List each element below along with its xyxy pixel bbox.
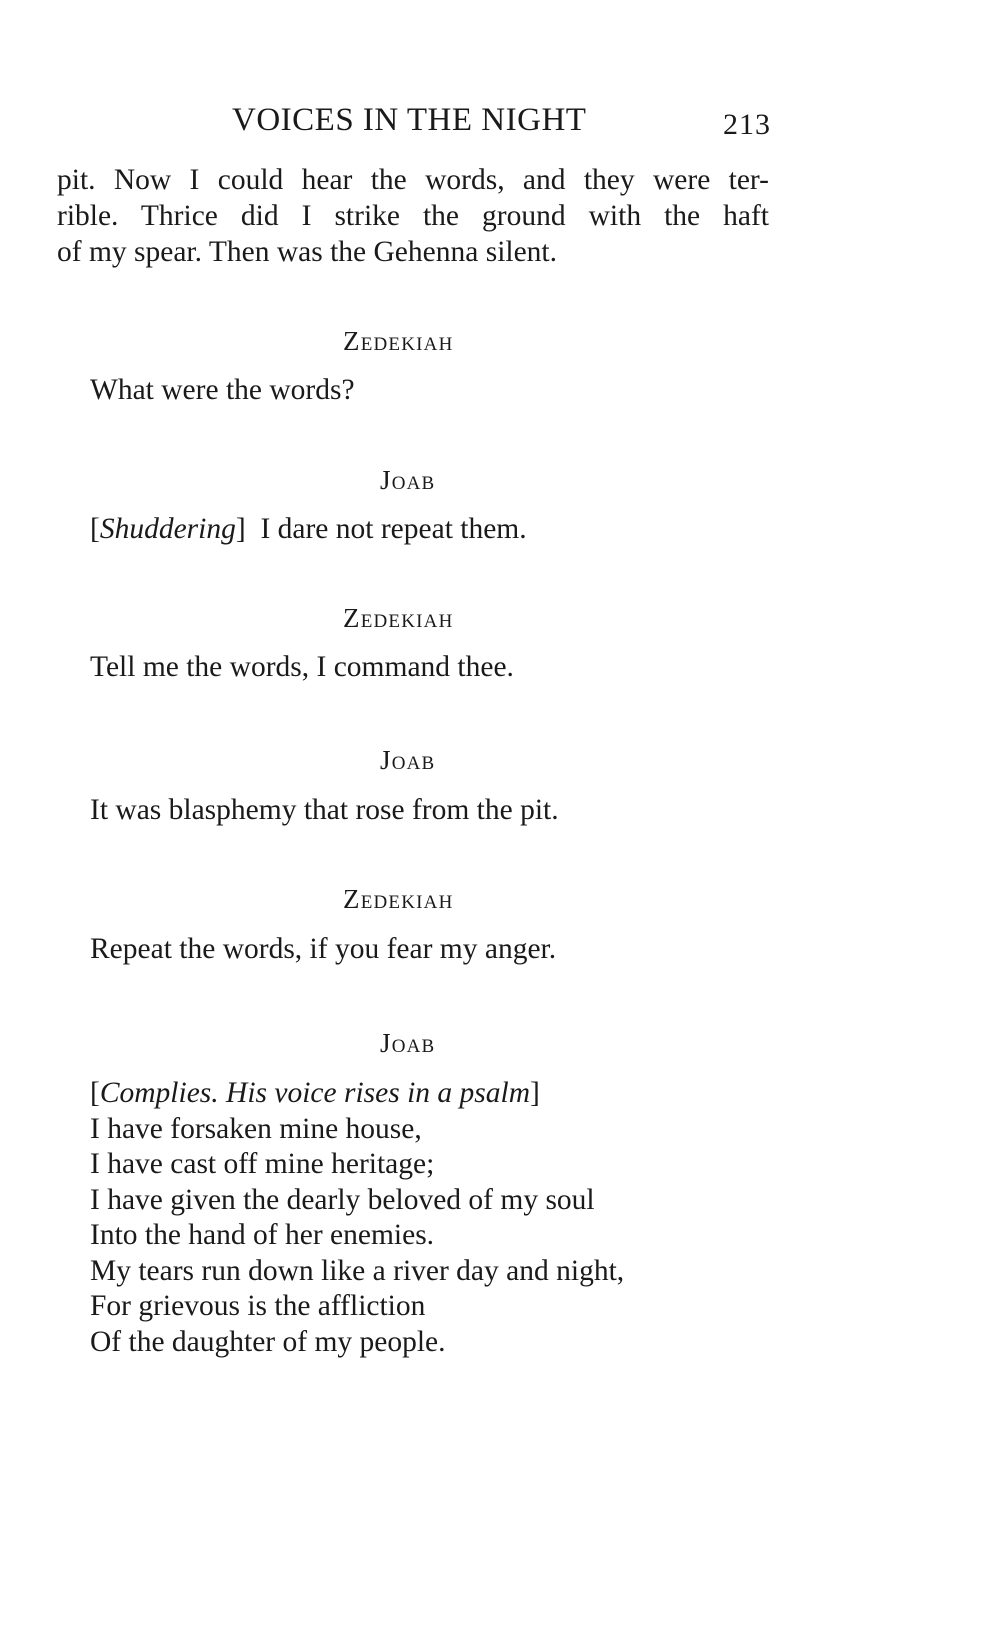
- intro-paragraph: [57, 162, 769, 270]
- paragraph-line: rible. Thrice did I strike the ground with the haft: [57, 200, 769, 232]
- speaker-name: Joab: [380, 1028, 436, 1058]
- stage-direction-line: [Complies. His voice rises in a psalm]: [90, 1077, 540, 1109]
- page-number: 213: [723, 108, 771, 141]
- speaker-name: Joab: [380, 465, 436, 495]
- verse-line: Into the hand of her enemies.: [90, 1219, 435, 1251]
- verse-line: I have cast off mine heritage;: [90, 1148, 435, 1180]
- speaker-name: Zedekiah: [343, 326, 454, 356]
- speech-line: [Shuddering] I dare not repeat them.: [90, 513, 527, 545]
- speech-line: Tell me the words, I command thee.: [90, 651, 514, 683]
- verse-line: Of the daughter of my people.: [90, 1325, 446, 1358]
- speech-line: It was blasphemy that rose from the pit.: [90, 794, 559, 826]
- speaker-name: Zedekiah: [343, 884, 454, 914]
- paragraph-line: of my spear. Then was the Gehenna silent.: [57, 236, 558, 268]
- verse-line: My tears run down like a river day and night,: [90, 1254, 625, 1287]
- running-header-title: VOICES IN THE NIGHT: [232, 102, 587, 138]
- speaker-name: Joab: [380, 745, 436, 775]
- verse-line: I have forsaken mine house,: [90, 1112, 422, 1145]
- speech-line: What were the words?: [90, 374, 355, 406]
- stage-direction: Complies. His voice rises in a psalm: [99, 1077, 531, 1109]
- stage-direction: Shuddering: [99, 513, 236, 545]
- speech-text: I dare not repeat them.: [260, 513, 527, 545]
- speech-line: Repeat the words, if you fear my anger.: [90, 933, 557, 965]
- paragraph-line: pit. Now I could hear the words, and they were ter-: [57, 164, 769, 196]
- verse-line: I have given the dearly beloved of my soul: [90, 1183, 595, 1216]
- speaker-name: Zedekiah: [343, 603, 454, 633]
- psalm: [90, 1076, 624, 1360]
- verse-line: For grievous is the affliction: [90, 1290, 426, 1322]
